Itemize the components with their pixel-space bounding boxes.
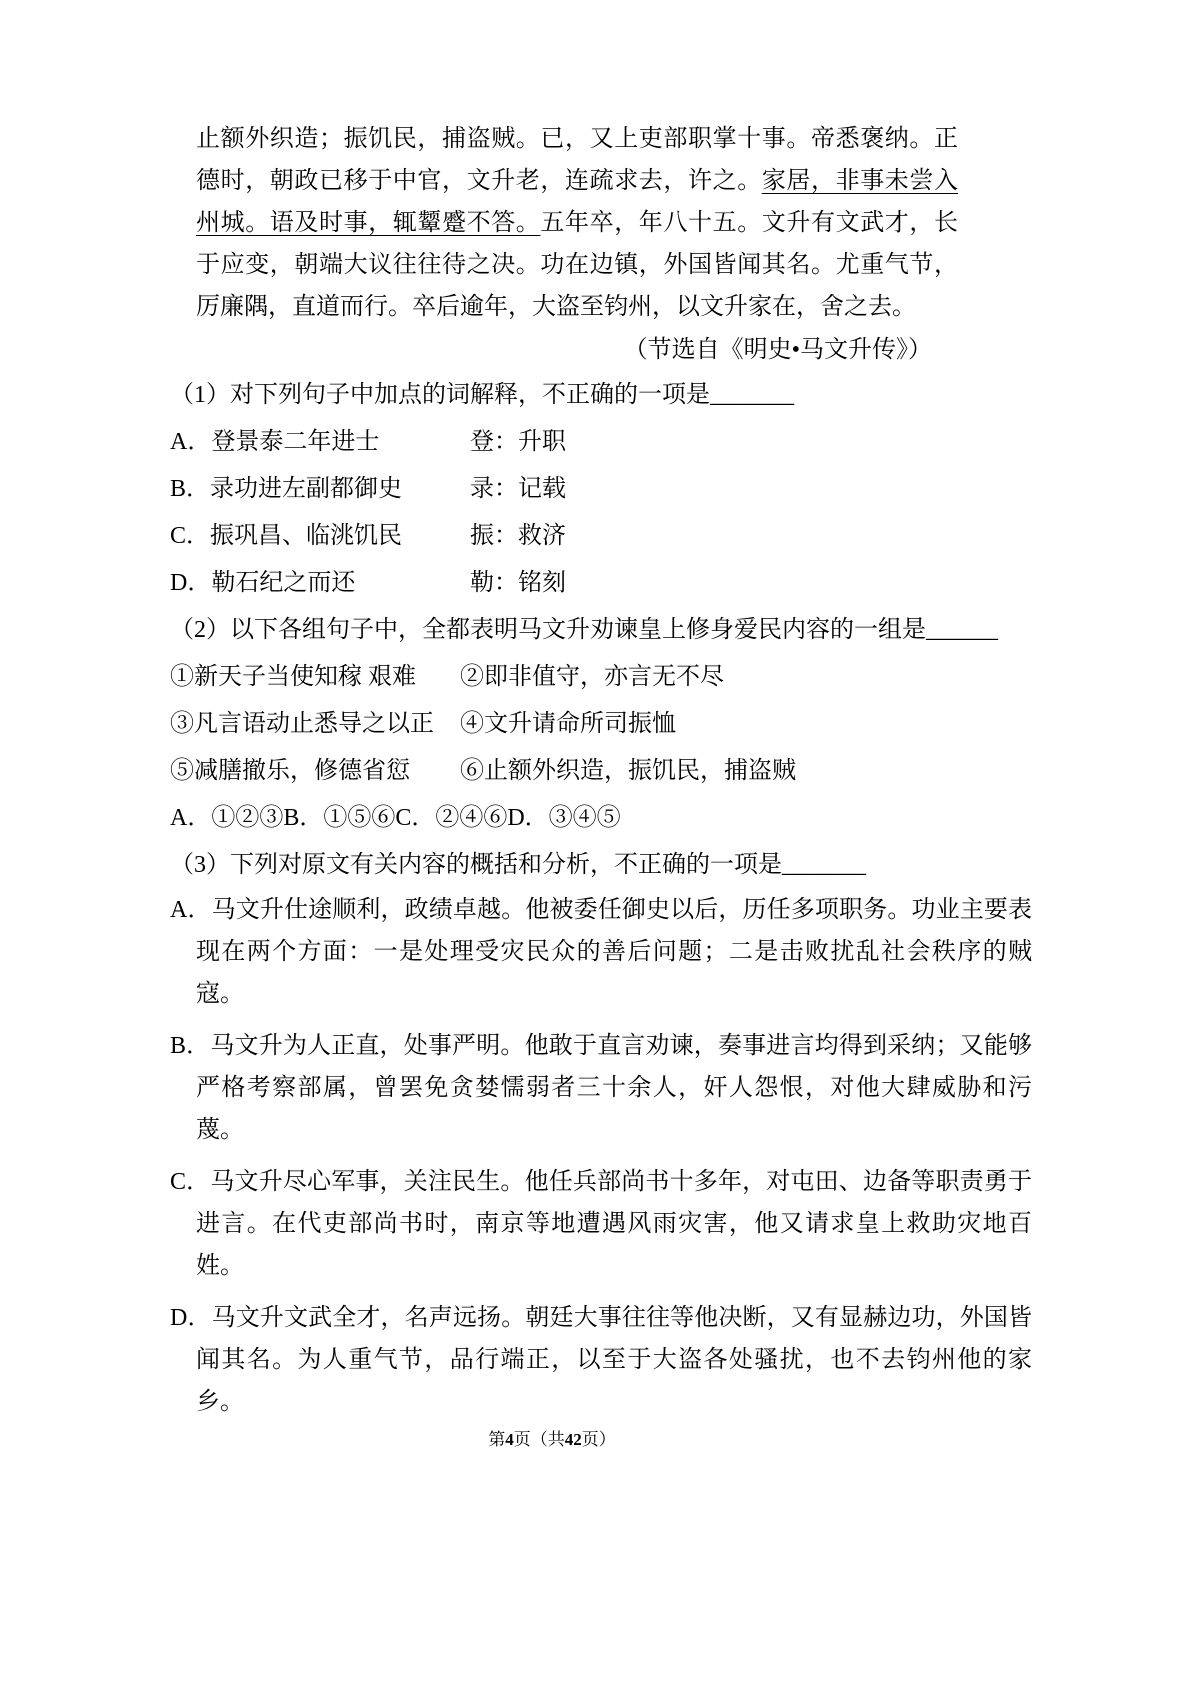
q1-option-c-gloss: 振：救济 [470, 523, 566, 549]
footer-prefix: 第 [488, 1430, 506, 1449]
question-1-option-c [170, 513, 1032, 560]
footer-suffix: 页） [581, 1430, 616, 1449]
q1-option-a-gloss: 登：升职 [470, 429, 566, 455]
footer-middle: 页（共 [513, 1430, 565, 1449]
question-1-option-b [170, 466, 1032, 513]
question-2-pair-3 [170, 748, 1032, 795]
footer-page-number: 4 [505, 1430, 514, 1449]
question-3-option-a: A．马文升仕途顺利，政绩卓越。他被委任御史以后，历任多项职务。功业主要表现在两个方面：一是处理受灾民众的善后问题；二是击败扰乱社会秩序的贼寇。 [170, 897, 1032, 1007]
question-2-stem: （2）以下各组句子中，全都表明马文升劝谏皇上修身爱民内容的一组是______ [170, 617, 998, 643]
q1-option-c-text: C．振巩昌、临洮饥民 [170, 523, 403, 549]
question-3-option-b: B．马文升为人正直，处事严明。他敢于直言劝谏，奏事进言均得到采纳；又能够严格考察部属，曾罢免贪婪懦弱者三十余人，奸人怨恨，对他大肆威胁和污蔑。 [170, 1033, 1032, 1143]
q1-option-b-gloss: 录：记载 [470, 476, 566, 502]
passage-segment-underlined: 家居，非事未尝入州城。语及时事，辄颦蹙不答。 [196, 168, 959, 236]
q2-sentence-6: ⑥止额外织造，振饥民，捕盗贼 [460, 758, 796, 784]
classical-passage [196, 118, 958, 328]
question-3-option-c: C．马文升尽心军事，关注民生。他任兵部尚书十多年，对屯田、边备等职责勇于进言。在代吏部尚书时，南京等地遭遇风雨灾害，他又请求皇上救助灾地百姓。 [170, 1169, 1032, 1279]
q1-option-d-text: D．勒石纪之而还 [170, 570, 356, 596]
passage-segment-after: 五年卒，年八十五。文升有文武才，长于应变，朝端大议往往待之决。功在边镇，外国皆闻其名。尤重气节，厉廉隅，直道而行。卒后逾年，大盗至钧州，以文升家在，舍之去。 [196, 210, 959, 320]
q1-option-b-text: B．录功进左副都御史 [170, 476, 403, 502]
question-2-answer-choices: A．①②③B．①⑤⑥C．②④⑥D．③④⑤ [170, 805, 621, 831]
footer-total-pages: 42 [564, 1430, 582, 1449]
question-2-pair-2 [170, 701, 1032, 748]
q2-sentence-1: ①新天子当使知稼 艰难 [170, 664, 416, 690]
q1-option-a-text: A．登景泰二年进士 [170, 429, 380, 455]
q2-sentence-4: ④文升请命所司振恤 [460, 711, 676, 737]
question-1-option-d [170, 560, 1032, 607]
q2-sentence-5: ⑤减膳撤乐，修德省愆 [170, 758, 410, 784]
question-1-option-a [170, 419, 1032, 466]
question-1-stem: （1）对下列句子中加点的词解释，不正确的一项是_______ [170, 382, 794, 408]
question-3-stem: （3）下列对原文有关内容的概括和分析，不正确的一项是_______ [170, 852, 866, 878]
passage-source-citation: （节选自《明史•马文升传》） [623, 337, 932, 363]
page-footer [0, 1428, 1104, 1452]
question-2-pair-1 [170, 654, 1032, 701]
exam-page-content [170, 118, 1032, 1433]
q1-option-d-gloss: 勒：铭刻 [470, 570, 566, 596]
q2-sentence-3: ③凡言语动止悉导之以正 [170, 711, 434, 737]
passage-segment-before: 止额外织造；振饥民，捕盗贼。已，又上吏部职掌十事。帝悉褒纳。正德时，朝政已移于中官，文升老，连疏求去，许之。 [196, 126, 958, 194]
q2-sentence-2: ②即非值守，亦言无不尽 [460, 664, 724, 690]
question-3-option-d: D．马文升文武全才，名声远扬。朝廷大事往往等他决断，又有显赫边功，外国皆闻其名。为人重气节，品行端正，以至于大盗各处骚扰，也不去钧州他的家乡。 [170, 1305, 1032, 1415]
